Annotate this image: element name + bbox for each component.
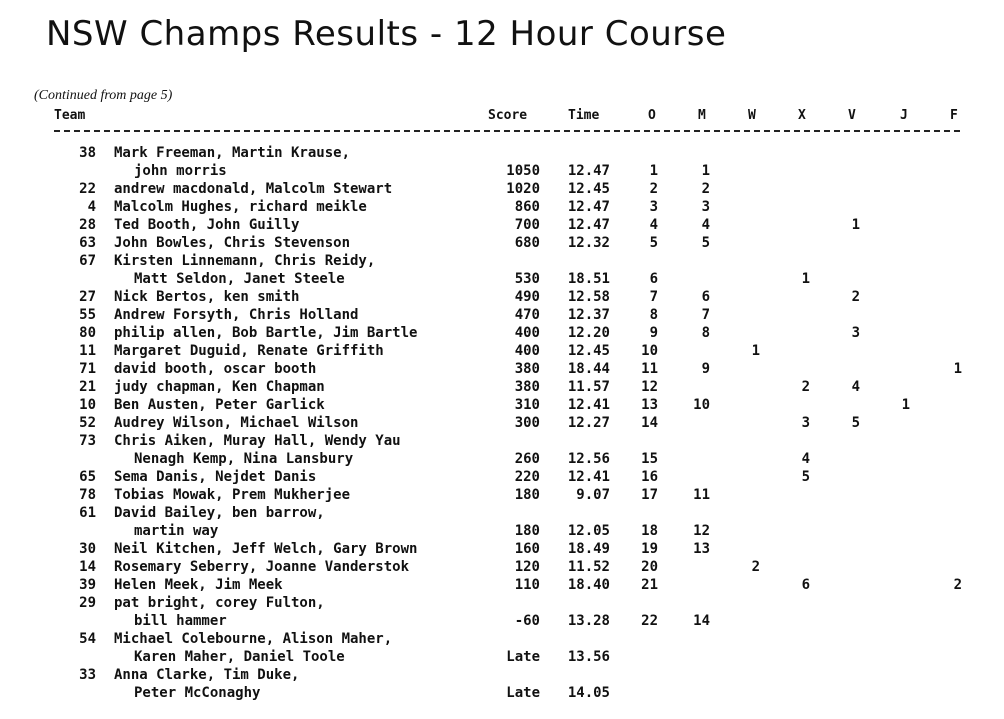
cell-score: 160 — [514, 541, 540, 557]
cell-m: 14 — [693, 613, 710, 629]
team-number: 10 — [79, 397, 96, 413]
cell-score: Late — [506, 649, 540, 665]
cell-m: 7 — [701, 307, 710, 323]
team-number: 27 — [79, 289, 96, 305]
team-members: Ben Austen, Peter Garlick — [114, 397, 325, 413]
cell-score: 180 — [514, 523, 540, 539]
header-time: Time — [568, 108, 600, 123]
cell-x: 1 — [801, 271, 810, 287]
table-row — [0, 144, 1004, 162]
cell-o: 15 — [641, 451, 658, 467]
table-row — [0, 216, 1004, 234]
team-members: Mark Freeman, Martin Krause, — [114, 145, 351, 161]
team-members-continued: martin way — [134, 523, 219, 539]
cell-f: 2 — [953, 577, 962, 593]
cell-o: 12 — [641, 379, 658, 395]
cell-time: 12.47 — [567, 217, 610, 233]
team-number: 28 — [79, 217, 96, 233]
table-row — [0, 252, 1004, 270]
header-divider — [54, 130, 960, 132]
team-members: Nick Bertos, ken smith — [114, 289, 300, 305]
cell-o: 11 — [641, 361, 658, 377]
team-members: pat bright, corey Fulton, — [114, 595, 325, 611]
team-members: judy chapman, Ken Chapman — [114, 379, 325, 395]
team-number: 4 — [87, 199, 96, 215]
cell-o: 21 — [641, 577, 658, 593]
table-row — [0, 306, 1004, 324]
cell-o: 18 — [641, 523, 658, 539]
cell-v: 2 — [851, 289, 860, 305]
cell-time: 12.37 — [567, 307, 610, 323]
table-row — [0, 342, 1004, 360]
team-number: 14 — [79, 559, 96, 575]
continued-note: (Continued from page 5) — [34, 88, 173, 103]
team-number: 11 — [79, 343, 96, 359]
team-number: 67 — [79, 253, 96, 269]
team-number: 55 — [79, 307, 96, 323]
team-members: Malcolm Hughes, richard meikle — [114, 199, 367, 215]
cell-time: 12.45 — [567, 343, 610, 359]
header-f: F — [950, 108, 958, 123]
cell-score: 400 — [514, 343, 540, 359]
cell-score: 490 — [514, 289, 540, 305]
cell-score: 220 — [514, 469, 540, 485]
cell-score: 380 — [514, 361, 540, 377]
cell-f: 1 — [953, 361, 962, 377]
table-row — [0, 432, 1004, 450]
cell-time: 18.49 — [567, 541, 610, 557]
table-row — [0, 360, 1004, 378]
team-number: 22 — [79, 181, 96, 197]
team-number: 65 — [79, 469, 96, 485]
table-row — [0, 180, 1004, 198]
cell-score: 680 — [514, 235, 540, 251]
cell-score: 400 — [514, 325, 540, 341]
team-number: 61 — [79, 505, 96, 521]
cell-score: 700 — [514, 217, 540, 233]
cell-m: 3 — [701, 199, 710, 215]
cell-o: 13 — [641, 397, 658, 413]
cell-score: 530 — [514, 271, 540, 287]
cell-j: 1 — [901, 397, 910, 413]
cell-m: 9 — [701, 361, 710, 377]
team-members: Anna Clarke, Tim Duke, — [114, 667, 300, 683]
team-members-continued: john morris — [134, 163, 227, 179]
table-row — [0, 630, 1004, 648]
cell-time: 11.52 — [567, 559, 610, 575]
table-row — [0, 540, 1004, 558]
cell-v: 5 — [851, 415, 860, 431]
cell-o: 1 — [649, 163, 658, 179]
cell-time: 12.45 — [567, 181, 610, 197]
team-members: david booth, oscar booth — [114, 361, 317, 377]
page-title: NSW Champs Results - 12 Hour Course — [46, 14, 727, 54]
table-row — [0, 396, 1004, 414]
header-score: Score — [488, 108, 528, 123]
cell-m: 2 — [701, 181, 710, 197]
cell-score: -60 — [514, 613, 540, 629]
cell-time: 14.05 — [567, 685, 610, 701]
table-row-continued — [0, 522, 1004, 540]
team-members: Helen Meek, Jim Meek — [114, 577, 283, 593]
table-row-continued — [0, 270, 1004, 288]
table-row-continued — [0, 612, 1004, 630]
table-row-continued — [0, 162, 1004, 180]
team-members-continued: Matt Seldon, Janet Steele — [134, 271, 345, 287]
cell-time: 12.47 — [567, 163, 610, 179]
cell-m: 8 — [701, 325, 710, 341]
cell-score: Late — [506, 685, 540, 701]
cell-time: 11.57 — [567, 379, 610, 395]
cell-score: 300 — [514, 415, 540, 431]
cell-score: 260 — [514, 451, 540, 467]
cell-o: 20 — [641, 559, 658, 575]
cell-m: 11 — [693, 487, 710, 503]
team-members: Chris Aiken, Muray Hall, Wendy Yau — [114, 433, 401, 449]
table-row — [0, 486, 1004, 504]
team-number: 30 — [79, 541, 96, 557]
table-row — [0, 288, 1004, 306]
team-members: Margaret Duguid, Renate Griffith — [114, 343, 384, 359]
cell-time: 12.41 — [567, 397, 610, 413]
table-row — [0, 594, 1004, 612]
cell-v: 3 — [851, 325, 860, 341]
team-members-continued: Karen Maher, Daniel Toole — [134, 649, 345, 665]
cell-score: 380 — [514, 379, 540, 395]
table-row — [0, 558, 1004, 576]
cell-m: 5 — [701, 235, 710, 251]
cell-o: 3 — [649, 199, 658, 215]
team-number: 73 — [79, 433, 96, 449]
cell-x: 3 — [801, 415, 810, 431]
cell-o: 4 — [649, 217, 658, 233]
team-members: John Bowles, Chris Stevenson — [114, 235, 351, 251]
header-team: Team — [54, 108, 86, 123]
cell-m: 10 — [693, 397, 710, 413]
cell-time: 13.56 — [567, 649, 610, 665]
team-members: Rosemary Seberry, Joanne Vanderstok — [114, 559, 410, 575]
cell-time: 18.40 — [567, 577, 610, 593]
team-number: 38 — [79, 145, 96, 161]
team-members: Ted Booth, John Guilly — [114, 217, 300, 233]
cell-o: 16 — [641, 469, 658, 485]
cell-x: 2 — [801, 379, 810, 395]
cell-time: 18.51 — [567, 271, 610, 287]
table-row — [0, 234, 1004, 252]
cell-o: 5 — [649, 235, 658, 251]
team-number: 80 — [79, 325, 96, 341]
table-row — [0, 666, 1004, 684]
cell-time: 18.44 — [567, 361, 610, 377]
cell-o: 10 — [641, 343, 658, 359]
cell-m: 4 — [701, 217, 710, 233]
cell-x: 6 — [801, 577, 810, 593]
team-members: Audrey Wilson, Michael Wilson — [114, 415, 359, 431]
cell-m: 13 — [693, 541, 710, 557]
team-members: Sema Danis, Nejdet Danis — [114, 469, 317, 485]
table-row — [0, 576, 1004, 594]
cell-w: 2 — [751, 559, 760, 575]
team-members-continued: Peter McConaghy — [134, 685, 261, 701]
table-row — [0, 468, 1004, 486]
header-o: O — [648, 108, 656, 123]
table-row-continued — [0, 648, 1004, 666]
cell-time: 12.05 — [567, 523, 610, 539]
team-number: 39 — [79, 577, 96, 593]
cell-m: 12 — [693, 523, 710, 539]
team-members: Andrew Forsyth, Chris Holland — [114, 307, 359, 323]
cell-x: 4 — [801, 451, 810, 467]
header-j: J — [900, 108, 908, 123]
cell-time: 12.56 — [567, 451, 610, 467]
header-w: W — [748, 108, 756, 123]
team-members-continued: bill hammer — [134, 613, 227, 629]
cell-score: 470 — [514, 307, 540, 323]
cell-time: 12.20 — [567, 325, 610, 341]
cell-o: 8 — [649, 307, 658, 323]
team-members: Tobias Mowak, Prem Mukherjee — [114, 487, 351, 503]
table-row-continued — [0, 684, 1004, 702]
team-members: Michael Colebourne, Alison Maher, — [114, 631, 393, 647]
team-members: andrew macdonald, Malcolm Stewart — [114, 181, 393, 197]
table-row — [0, 504, 1004, 522]
team-number: 21 — [79, 379, 96, 395]
cell-score: 1020 — [506, 181, 540, 197]
cell-o: 19 — [641, 541, 658, 557]
cell-time: 9.07 — [576, 487, 610, 503]
team-number: 63 — [79, 235, 96, 251]
table-row-continued — [0, 450, 1004, 468]
header-v: V — [848, 108, 856, 123]
header-x: X — [798, 108, 806, 123]
team-number: 71 — [79, 361, 96, 377]
table-row — [0, 378, 1004, 396]
cell-time: 13.28 — [567, 613, 610, 629]
team-members: David Bailey, ben barrow, — [114, 505, 325, 521]
cell-time: 12.58 — [567, 289, 610, 305]
cell-score: 110 — [514, 577, 540, 593]
cell-score: 180 — [514, 487, 540, 503]
cell-o: 17 — [641, 487, 658, 503]
cell-m: 6 — [701, 289, 710, 305]
cell-o: 7 — [649, 289, 658, 305]
cell-score: 860 — [514, 199, 540, 215]
team-members: Neil Kitchen, Jeff Welch, Gary Brown — [114, 541, 418, 557]
cell-o: 14 — [641, 415, 658, 431]
cell-time: 12.41 — [567, 469, 610, 485]
cell-score: 310 — [514, 397, 540, 413]
team-number: 29 — [79, 595, 96, 611]
cell-o: 22 — [641, 613, 658, 629]
team-number: 78 — [79, 487, 96, 503]
table-row — [0, 414, 1004, 432]
cell-o: 9 — [649, 325, 658, 341]
cell-time: 12.32 — [567, 235, 610, 251]
cell-score: 1050 — [506, 163, 540, 179]
team-members: Kirsten Linnemann, Chris Reidy, — [114, 253, 376, 269]
cell-v: 1 — [851, 217, 860, 233]
team-number: 54 — [79, 631, 96, 647]
cell-time: 12.47 — [567, 199, 610, 215]
cell-o: 6 — [649, 271, 658, 287]
team-members: philip allen, Bob Bartle, Jim Bartle — [114, 325, 418, 341]
team-number: 52 — [79, 415, 96, 431]
table-row — [0, 324, 1004, 342]
table-row — [0, 198, 1004, 216]
cell-score: 120 — [514, 559, 540, 575]
cell-time: 12.27 — [567, 415, 610, 431]
header-m: M — [698, 108, 706, 123]
cell-v: 4 — [851, 379, 860, 395]
team-members-continued: Nenagh Kemp, Nina Lansbury — [134, 451, 354, 467]
team-number: 33 — [79, 667, 96, 683]
cell-o: 2 — [649, 181, 658, 197]
cell-x: 5 — [801, 469, 810, 485]
cell-w: 1 — [751, 343, 760, 359]
cell-m: 1 — [701, 163, 710, 179]
